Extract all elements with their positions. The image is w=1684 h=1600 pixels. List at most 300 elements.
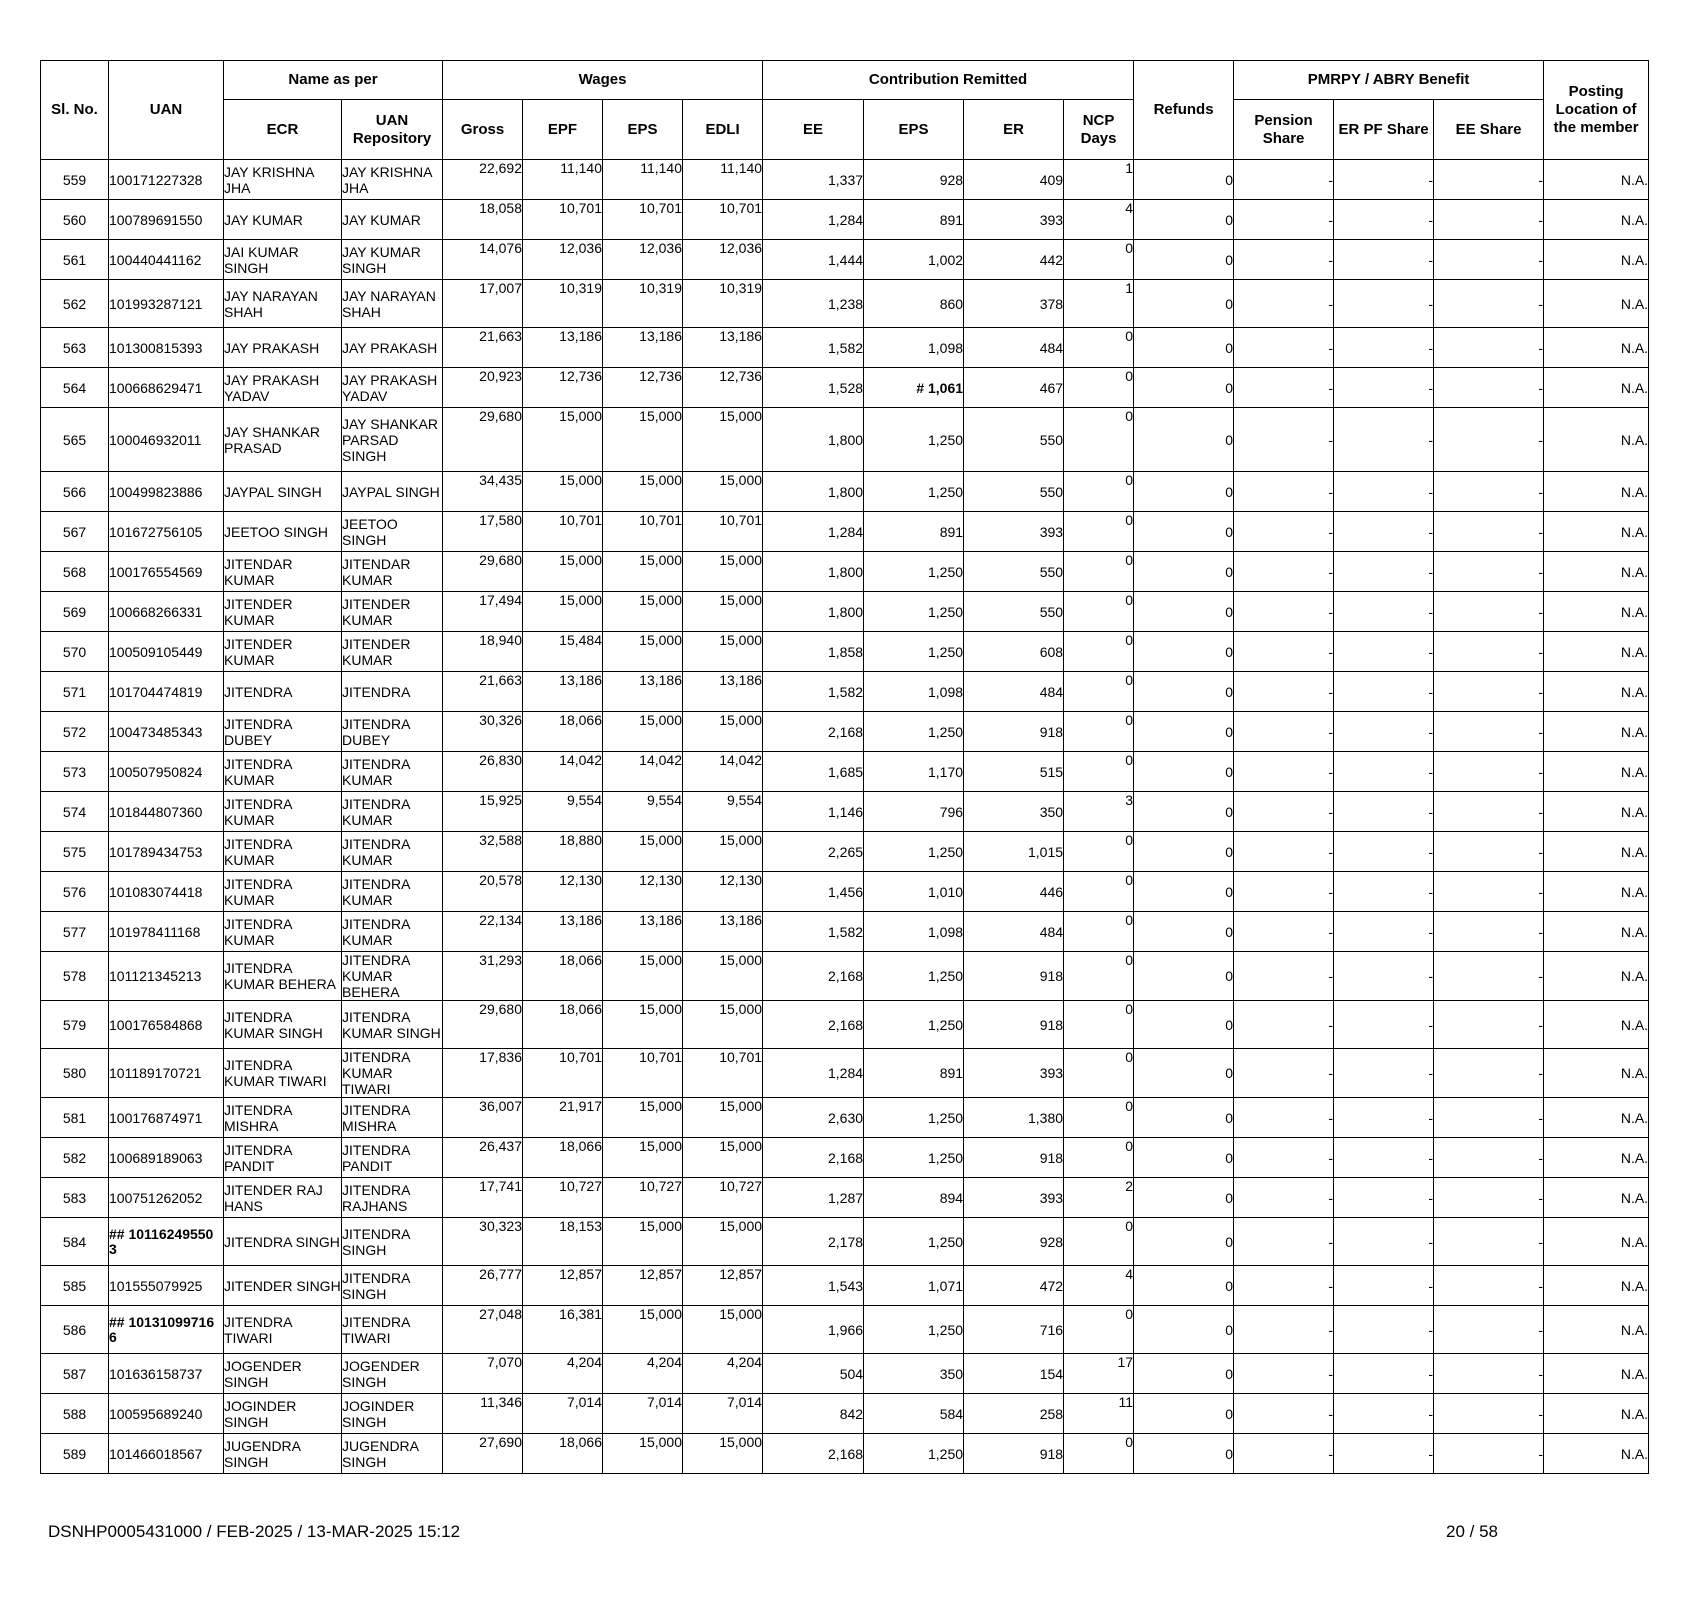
cell-er-pf-share: -	[1334, 752, 1434, 792]
cell-gross-wages: 29,680	[443, 408, 523, 472]
cell-ee-contribution: 2,265	[763, 832, 864, 872]
document-reference: DSNHP0005431000 / FEB-2025 / 13-MAR-2025 15:12	[48, 1522, 461, 1541]
cell-epf-wages: 11,140	[523, 160, 603, 200]
cell-pension-share: -	[1234, 368, 1334, 408]
cell-uan-number: 100176554569	[109, 552, 224, 592]
cell-eps-wages: 10,727	[603, 1178, 683, 1218]
cell-pension-share: -	[1234, 632, 1334, 672]
cell-ncp-days: 1	[1064, 160, 1134, 200]
cell-pension-share: -	[1234, 1098, 1334, 1138]
cell-eps-contribution: 894	[864, 1178, 964, 1218]
cell-eps-wages: 11,140	[603, 160, 683, 200]
cell-eps-wages: 15,000	[603, 712, 683, 752]
cell-ee-share: -	[1434, 1001, 1544, 1049]
cell-epf-wages: 18,066	[523, 1434, 603, 1474]
cell-edli-wages: 4,204	[683, 1354, 763, 1394]
cell-er-contribution: 1,015	[964, 832, 1064, 872]
cell-pension-share: -	[1234, 872, 1334, 912]
cell-ecr-name: JAY PRAKASH YADAV	[224, 368, 342, 408]
cell-eps-wages: 10,319	[603, 280, 683, 328]
cell-refunds: 0	[1134, 872, 1234, 912]
col-header-ee: EE	[763, 100, 864, 160]
cell-ecr-name: JITENDRA DUBEY	[224, 712, 342, 752]
cell-eps-contribution: 1,098	[864, 328, 964, 368]
cell-er-contribution: 442	[964, 240, 1064, 280]
cell-edli-wages: 10,319	[683, 280, 763, 328]
cell-posting-location: N.A.	[1544, 1266, 1649, 1306]
cell-eps-contribution: 1,250	[864, 1138, 964, 1178]
cell-eps-contribution: 796	[864, 792, 964, 832]
cell-eps-contribution: 1,250	[864, 1218, 964, 1266]
cell-epf-wages: 18,880	[523, 832, 603, 872]
cell-posting-location: N.A.	[1544, 1306, 1649, 1354]
cell-uan-number: 100751262052	[109, 1178, 224, 1218]
cell-refunds: 0	[1134, 1218, 1234, 1266]
cell-gross-wages: 34,435	[443, 472, 523, 512]
cell-gross-wages: 17,494	[443, 592, 523, 632]
cell-ee-share: -	[1434, 1049, 1544, 1098]
cell-er-pf-share: -	[1334, 552, 1434, 592]
table-row	[41, 552, 1649, 592]
cell-er-contribution: 467	[964, 368, 1064, 408]
cell-er-pf-share: -	[1334, 1354, 1434, 1394]
cell-er-contribution: 378	[964, 280, 1064, 328]
cell-serial-number: 588	[41, 1394, 109, 1434]
table-row	[41, 632, 1649, 672]
cell-ee-contribution: 1,284	[763, 1049, 864, 1098]
cell-pension-share: -	[1234, 280, 1334, 328]
cell-er-contribution: 393	[964, 1178, 1064, 1218]
cell-ncp-days: 4	[1064, 1266, 1134, 1306]
cell-eps-wages: 12,857	[603, 1266, 683, 1306]
table-row	[41, 672, 1649, 712]
cell-eps-contribution: 1,250	[864, 1001, 964, 1049]
cell-ee-contribution: 842	[763, 1394, 864, 1434]
col-header-posting-location: Posting Location of the member	[1544, 61, 1649, 160]
cell-er-pf-share: -	[1334, 792, 1434, 832]
cell-ecr-name: JITENDER SINGH	[224, 1266, 342, 1306]
cell-epf-wages: 12,130	[523, 872, 603, 912]
cell-er-contribution: 472	[964, 1266, 1064, 1306]
cell-uan-repository-name: JITENDRA SINGH	[342, 1218, 443, 1266]
cell-er-pf-share: -	[1334, 408, 1434, 472]
cell-er-pf-share: -	[1334, 672, 1434, 712]
cell-ee-share: -	[1434, 672, 1544, 712]
cell-ee-share: -	[1434, 632, 1544, 672]
cell-uan-number: 100595689240	[109, 1394, 224, 1434]
cell-er-pf-share: -	[1334, 952, 1434, 1001]
cell-er-pf-share: -	[1334, 1394, 1434, 1434]
cell-uan-repository-name: JITENDRA SINGH	[342, 1266, 443, 1306]
cell-uan-repository-name: JITENDRA KUMAR SINGH	[342, 1001, 443, 1049]
cell-refunds: 0	[1134, 512, 1234, 552]
cell-uan-number: 100046932011	[109, 408, 224, 472]
cell-eps-wages: 15,000	[603, 952, 683, 1001]
cell-refunds: 0	[1134, 1098, 1234, 1138]
cell-edli-wages: 15,000	[683, 1434, 763, 1474]
cell-er-pf-share: -	[1334, 1266, 1434, 1306]
cell-edli-wages: 7,014	[683, 1394, 763, 1434]
cell-eps-wages: 10,701	[603, 1049, 683, 1098]
cell-refunds: 0	[1134, 240, 1234, 280]
cell-ncp-days: 0	[1064, 1138, 1134, 1178]
table-row	[41, 952, 1649, 1001]
cell-gross-wages: 31,293	[443, 952, 523, 1001]
cell-serial-number: 573	[41, 752, 109, 792]
cell-epf-wages: 18,066	[523, 712, 603, 752]
cell-epf-wages: 13,186	[523, 328, 603, 368]
cell-posting-location: N.A.	[1544, 1001, 1649, 1049]
cell-ncp-days: 0	[1064, 872, 1134, 912]
cell-ecr-name: JEETOO SINGH	[224, 512, 342, 552]
cell-ee-share: -	[1434, 472, 1544, 512]
cell-ncp-days: 0	[1064, 368, 1134, 408]
table-row	[41, 1434, 1649, 1474]
cell-edli-wages: 15,000	[683, 592, 763, 632]
cell-er-contribution: 918	[964, 1138, 1064, 1178]
cell-er-contribution: 258	[964, 1394, 1064, 1434]
cell-er-contribution: 550	[964, 592, 1064, 632]
cell-serial-number: 576	[41, 872, 109, 912]
cell-pension-share: -	[1234, 1434, 1334, 1474]
cell-ee-contribution: 2,168	[763, 952, 864, 1001]
cell-eps-wages: 4,204	[603, 1354, 683, 1394]
cell-eps-contribution: 1,250	[864, 1098, 964, 1138]
col-header-eps-contribution: EPS	[864, 100, 964, 160]
cell-er-pf-share: -	[1334, 1049, 1434, 1098]
cell-ee-share: -	[1434, 832, 1544, 872]
cell-pension-share: -	[1234, 1266, 1334, 1306]
cell-gross-wages: 11,346	[443, 1394, 523, 1434]
cell-eps-contribution: 1,250	[864, 408, 964, 472]
cell-serial-number: 563	[41, 328, 109, 368]
cell-ncp-days: 17	[1064, 1354, 1134, 1394]
cell-serial-number: 571	[41, 672, 109, 712]
col-header-epf: EPF	[523, 100, 603, 160]
cell-epf-wages: 10,701	[523, 200, 603, 240]
cell-serial-number: 580	[41, 1049, 109, 1098]
cell-ecr-name: JITENDRA KUMAR BEHERA	[224, 952, 342, 1001]
cell-er-pf-share: -	[1334, 472, 1434, 512]
cell-posting-location: N.A.	[1544, 912, 1649, 952]
cell-uan-number: 101466018567	[109, 1434, 224, 1474]
cell-uan-number: 101789434753	[109, 832, 224, 872]
col-header-edli: EDLI	[683, 100, 763, 160]
cell-eps-contribution: 1,250	[864, 952, 964, 1001]
cell-serial-number: 561	[41, 240, 109, 280]
cell-ee-contribution: 1,284	[763, 200, 864, 240]
cell-ee-share: -	[1434, 328, 1544, 368]
cell-serial-number: 564	[41, 368, 109, 408]
cell-ecr-name: JITENDRA KUMAR	[224, 912, 342, 952]
cell-ee-share: -	[1434, 160, 1544, 200]
cell-er-contribution: 515	[964, 752, 1064, 792]
cell-ee-share: -	[1434, 712, 1544, 752]
cell-ncp-days: 0	[1064, 672, 1134, 712]
cell-eps-contribution: 891	[864, 1049, 964, 1098]
cell-uan-number: 100689189063	[109, 1138, 224, 1178]
cell-eps-contribution: 1,250	[864, 592, 964, 632]
cell-eps-wages: 15,000	[603, 1138, 683, 1178]
cell-ecr-name: JITENDRA	[224, 672, 342, 712]
cell-edli-wages: 15,000	[683, 832, 763, 872]
cell-gross-wages: 29,680	[443, 1001, 523, 1049]
cell-ncp-days: 2	[1064, 1178, 1134, 1218]
cell-uan-repository-name: JAY KUMAR	[342, 200, 443, 240]
cell-ecr-name: JUGENDRA SINGH	[224, 1434, 342, 1474]
cell-refunds: 0	[1134, 280, 1234, 328]
cell-eps-wages: 15,000	[603, 1098, 683, 1138]
cell-ee-contribution: 1,287	[763, 1178, 864, 1218]
cell-epf-wages: 13,186	[523, 672, 603, 712]
cell-gross-wages: 27,048	[443, 1306, 523, 1354]
cell-edli-wages: 13,186	[683, 672, 763, 712]
cell-uan-number: 101555079925	[109, 1266, 224, 1306]
cell-er-pf-share: -	[1334, 1306, 1434, 1354]
cell-er-contribution: 446	[964, 872, 1064, 912]
cell-edli-wages: 11,140	[683, 160, 763, 200]
cell-uan-repository-name: JITENDRA	[342, 672, 443, 712]
cell-ee-contribution: 2,178	[763, 1218, 864, 1266]
col-header-eps-wages: EPS	[603, 100, 683, 160]
cell-ecr-name: JAY SHANKAR PRASAD	[224, 408, 342, 472]
cell-serial-number: 569	[41, 592, 109, 632]
cell-ncp-days: 0	[1064, 1098, 1134, 1138]
cell-uan-number: 100499823886	[109, 472, 224, 512]
cell-edli-wages: 13,186	[683, 912, 763, 952]
cell-er-contribution: 154	[964, 1354, 1064, 1394]
cell-refunds: 0	[1134, 752, 1234, 792]
cell-er-contribution: 928	[964, 1218, 1064, 1266]
cell-ee-contribution: 1,582	[763, 672, 864, 712]
cell-gross-wages: 22,134	[443, 912, 523, 952]
cell-posting-location: N.A.	[1544, 792, 1649, 832]
cell-posting-location: N.A.	[1544, 552, 1649, 592]
cell-posting-location: N.A.	[1544, 200, 1649, 240]
cell-serial-number: 565	[41, 408, 109, 472]
cell-er-contribution: 550	[964, 552, 1064, 592]
cell-refunds: 0	[1134, 592, 1234, 632]
cell-gross-wages: 17,836	[443, 1049, 523, 1098]
cell-ecr-name: JITENDRA MISHRA	[224, 1098, 342, 1138]
cell-ee-contribution: 1,337	[763, 160, 864, 200]
cell-serial-number: 568	[41, 552, 109, 592]
table-row	[41, 160, 1649, 200]
cell-uan-number: 101704474819	[109, 672, 224, 712]
cell-ee-share: -	[1434, 1138, 1544, 1178]
cell-serial-number: 579	[41, 1001, 109, 1049]
cell-pension-share: -	[1234, 1306, 1334, 1354]
col-header-refunds: Refunds	[1134, 61, 1234, 160]
table-row	[41, 240, 1649, 280]
cell-gross-wages: 20,923	[443, 368, 523, 408]
cell-serial-number: 566	[41, 472, 109, 512]
cell-serial-number: 581	[41, 1098, 109, 1138]
cell-pension-share: -	[1234, 472, 1334, 512]
table-row	[41, 792, 1649, 832]
table-row	[41, 280, 1649, 328]
cell-ncp-days: 0	[1064, 952, 1134, 1001]
cell-pension-share: -	[1234, 1178, 1334, 1218]
cell-epf-wages: 15,000	[523, 472, 603, 512]
cell-serial-number: 585	[41, 1266, 109, 1306]
cell-ncp-days: 0	[1064, 512, 1134, 552]
col-header-pension-share: Pension Share	[1234, 100, 1334, 160]
cell-ee-contribution: 1,800	[763, 592, 864, 632]
cell-uan-number: 100440441162	[109, 240, 224, 280]
group-header-contribution-remitted: Contribution Remitted	[763, 61, 1134, 100]
cell-uan-number: 100171227328	[109, 160, 224, 200]
cell-ecr-name: JITENDRA KUMAR SINGH	[224, 1001, 342, 1049]
cell-refunds: 0	[1134, 832, 1234, 872]
cell-eps-contribution: 1,250	[864, 552, 964, 592]
cell-ncp-days: 0	[1064, 592, 1134, 632]
cell-ee-share: -	[1434, 368, 1544, 408]
cell-serial-number: 562	[41, 280, 109, 328]
cell-edli-wages: 12,736	[683, 368, 763, 408]
table-row	[41, 512, 1649, 552]
cell-er-contribution: 716	[964, 1306, 1064, 1354]
cell-gross-wages: 21,663	[443, 328, 523, 368]
table-row	[41, 1049, 1649, 1098]
cell-refunds: 0	[1134, 1306, 1234, 1354]
cell-posting-location: N.A.	[1544, 832, 1649, 872]
cell-eps-contribution: 1,250	[864, 1306, 964, 1354]
cell-edli-wages: 15,000	[683, 952, 763, 1001]
cell-ee-share: -	[1434, 408, 1544, 472]
group-header-name-as-per: Name as per	[224, 61, 443, 100]
cell-eps-wages: 15,000	[603, 1306, 683, 1354]
cell-ncp-days: 3	[1064, 792, 1134, 832]
cell-pension-share: -	[1234, 1354, 1334, 1394]
table-row	[41, 328, 1649, 368]
cell-er-pf-share: -	[1334, 1218, 1434, 1266]
cell-gross-wages: 7,070	[443, 1354, 523, 1394]
cell-ecr-name: JITENDRA KUMAR TIWARI	[224, 1049, 342, 1098]
cell-epf-wages: 18,153	[523, 1218, 603, 1266]
cell-eps-contribution: 891	[864, 512, 964, 552]
cell-er-contribution: 608	[964, 632, 1064, 672]
cell-edli-wages: 14,042	[683, 752, 763, 792]
cell-ee-share: -	[1434, 1354, 1544, 1394]
cell-uan-number: 101672756105	[109, 512, 224, 552]
cell-posting-location: N.A.	[1544, 1354, 1649, 1394]
cell-refunds: 0	[1134, 472, 1234, 512]
cell-ncp-days: 0	[1064, 912, 1134, 952]
cell-edli-wages: 15,000	[683, 472, 763, 512]
cell-eps-contribution: 928	[864, 160, 964, 200]
cell-ee-contribution: 1,444	[763, 240, 864, 280]
cell-ee-contribution: 1,238	[763, 280, 864, 328]
cell-eps-contribution: 1,250	[864, 472, 964, 512]
cell-gross-wages: 22,692	[443, 160, 523, 200]
cell-refunds: 0	[1134, 1266, 1234, 1306]
cell-posting-location: N.A.	[1544, 712, 1649, 752]
cell-gross-wages: 21,663	[443, 672, 523, 712]
cell-refunds: 0	[1134, 952, 1234, 1001]
cell-er-pf-share: -	[1334, 632, 1434, 672]
cell-er-contribution: 918	[964, 952, 1064, 1001]
cell-posting-location: N.A.	[1544, 592, 1649, 632]
cell-refunds: 0	[1134, 1178, 1234, 1218]
table-row	[41, 592, 1649, 632]
cell-eps-contribution: 1,170	[864, 752, 964, 792]
cell-posting-location: N.A.	[1544, 1098, 1649, 1138]
cell-uan-repository-name: JOGINDER SINGH	[342, 1394, 443, 1434]
cell-uan-repository-name: JITENDRA KUMAR	[342, 752, 443, 792]
col-header-er-pf-share: ER PF Share	[1334, 100, 1434, 160]
cell-uan-number: 101993287121	[109, 280, 224, 328]
cell-er-contribution: 484	[964, 672, 1064, 712]
cell-ee-contribution: 504	[763, 1354, 864, 1394]
cell-er-pf-share: -	[1334, 240, 1434, 280]
cell-eps-wages: 13,186	[603, 912, 683, 952]
cell-posting-location: N.A.	[1544, 1394, 1649, 1434]
cell-gross-wages: 27,690	[443, 1434, 523, 1474]
cell-uan-repository-name: JITENDER KUMAR	[342, 592, 443, 632]
cell-er-contribution: 393	[964, 512, 1064, 552]
cell-ncp-days: 0	[1064, 408, 1134, 472]
cell-pension-share: -	[1234, 1001, 1334, 1049]
cell-eps-contribution: # 1,061	[864, 368, 964, 408]
cell-epf-wages: 7,014	[523, 1394, 603, 1434]
col-header-uan-repository: UAN Repository	[342, 100, 443, 160]
cell-posting-location: N.A.	[1544, 240, 1649, 280]
cell-uan-number: 100473485343	[109, 712, 224, 752]
cell-eps-contribution: 350	[864, 1354, 964, 1394]
cell-ncp-days: 1	[1064, 280, 1134, 328]
table-row	[41, 1098, 1649, 1138]
cell-pension-share: -	[1234, 712, 1334, 752]
cell-pension-share: -	[1234, 592, 1334, 632]
cell-ee-contribution: 1,685	[763, 752, 864, 792]
cell-serial-number: 575	[41, 832, 109, 872]
cell-epf-wages: 12,736	[523, 368, 603, 408]
cell-uan-repository-name: JAY KRISHNA JHA	[342, 160, 443, 200]
cell-epf-wages: 18,066	[523, 1138, 603, 1178]
cell-uan-repository-name: JITENDER KUMAR	[342, 632, 443, 672]
cell-edli-wages: 15,000	[683, 1001, 763, 1049]
cell-uan-repository-name: JAY PRAKASH	[342, 328, 443, 368]
cell-er-contribution: 918	[964, 712, 1064, 752]
cell-ecr-name: JAY KRISHNA JHA	[224, 160, 342, 200]
cell-edli-wages: 15,000	[683, 1098, 763, 1138]
cell-refunds: 0	[1134, 160, 1234, 200]
col-header-uan: UAN	[109, 61, 224, 160]
cell-posting-location: N.A.	[1544, 160, 1649, 200]
table-body	[41, 160, 1649, 1474]
cell-uan-number: 100668629471	[109, 368, 224, 408]
col-header-ee-share: EE Share	[1434, 100, 1544, 160]
cell-er-pf-share: -	[1334, 280, 1434, 328]
cell-ee-share: -	[1434, 1218, 1544, 1266]
cell-pension-share: -	[1234, 952, 1334, 1001]
cell-refunds: 0	[1134, 1138, 1234, 1178]
cell-ee-contribution: 1,543	[763, 1266, 864, 1306]
cell-refunds: 0	[1134, 792, 1234, 832]
cell-ecr-name: JITENDRA KUMAR	[224, 832, 342, 872]
cell-posting-location: N.A.	[1544, 952, 1649, 1001]
cell-eps-contribution: 584	[864, 1394, 964, 1434]
table-row	[41, 712, 1649, 752]
cell-er-contribution: 918	[964, 1434, 1064, 1474]
cell-refunds: 0	[1134, 328, 1234, 368]
cell-ee-share: -	[1434, 1266, 1544, 1306]
cell-uan-number: 100176584868	[109, 1001, 224, 1049]
cell-ecr-name: JAYPAL SINGH	[224, 472, 342, 512]
cell-gross-wages: 20,578	[443, 872, 523, 912]
cell-gross-wages: 32,588	[443, 832, 523, 872]
